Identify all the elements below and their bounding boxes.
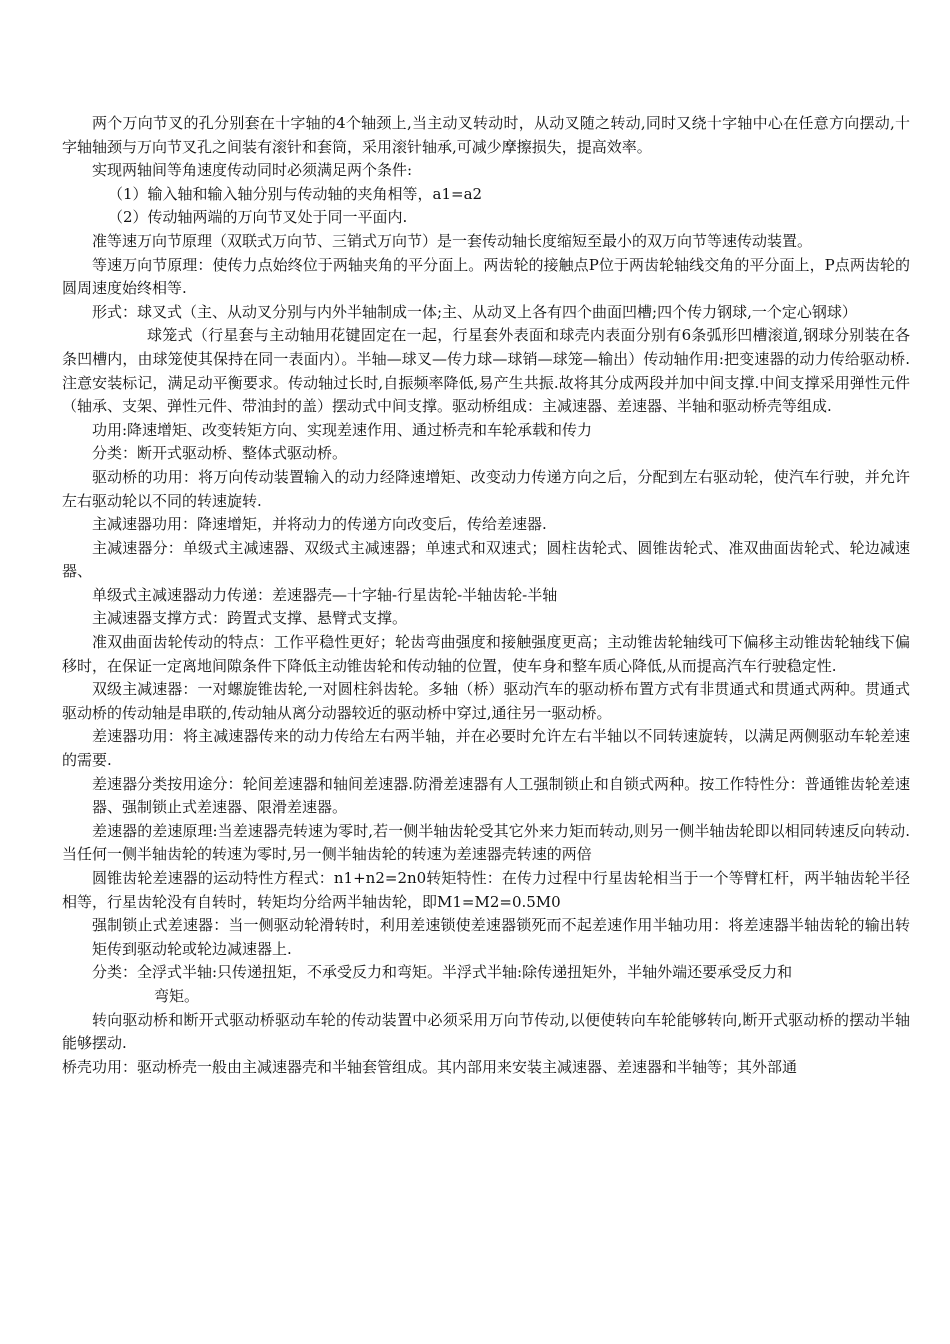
paragraph-constant-velocity: 等速万向节原理：使传力点始终位于两轴夹角的平分面上。两齿轮的接触点P位于两齿轮轴线交角的平分面上，P点两齿轮的圆周速度始终相等. [62, 255, 910, 298]
paragraph-final-drive-function: 主减速器功用：降速增矩，并将动力的传递方向改变后，传给差速器. [92, 515, 547, 534]
paragraph-half-shaft-types-text: 分类：全浮式半轴:只传递扭矩，不承受反力和弯矩。半浮式半轴:除传递扭矩外，半轴外端还要承受反力和 [92, 963, 793, 982]
paragraph-hypoid-gear: 准双曲面齿轮传动的特点：工作平稳性更好；轮齿弯曲强度和接触强度更高；主动锥齿轮轴线可下偏移主动锥齿轮轴线下偏移时，在保证一定离地间隙条件下降低主动锥齿轮和传动轴的位置，使车身和整车质心降低,从而提高汽车行驶稳定性. [62, 633, 910, 675]
paragraph-locking-differential-text: 强制锁止式差速器：当一侧驱动轮滑转时，利用差速锁使差速器锁死而不起差速作用半轴功用：将差速器半轴齿轮的输出转矩传到驱动轮或轮边减速器上. [92, 916, 910, 958]
paragraph-universal-joint: 两个万向节叉的孔分别套在十字轴的4个轴颈上,当主动叉转动时，从动叉随之转动,同时又绕十字轴中心在任意方向摆动,十字轴轴颈与万向节叉孔之间装有滚针和套筒，采用滚针轴承,可减少摩擦损失，提高效率。 [62, 114, 910, 156]
paragraph-single-stage-power: 单级式主减速器动力传递：差速器壳—十字轴-行星齿轮-半轴齿轮-半轴 [92, 585, 558, 604]
paragraph-conditions: 实现两轴间等角速度传动同时必须满足两个条件: [92, 161, 413, 180]
paragraph-function: 功用:降速增矩、改变转矩方向、实现差速作用、通过桥壳和车轮承载和传力 [92, 420, 593, 439]
paragraph-bevel-gear-differential: 圆锥齿轮差速器的运动特性方程式：n1+n2=2n0转矩特性：在传力过程中行星齿轮相当于一个等臂杠杆，两半轴齿轮半径相等，行星齿轮没有自转时，转矩均分给两半轴齿轮，即M1=M2=0.5M0 [62, 869, 910, 911]
paragraph-axle-housing: 桥壳功用：驱动桥壳一般由主减速器壳和半轴套管组成。其内部用来安装主减速器、差速器和半轴等；其外部通 [62, 1057, 798, 1076]
paragraph-differential-types-text: 差速器分类按用途分：轮间差速器和轴间差速器.防滑差速器有人工强制锁止和自锁式两种。按工作特性分：普通锥齿轮差速器、强制锁止式差速器、限滑差速器。 [92, 774, 910, 817]
paragraph-classification: 分类：断开式驱动桥、整体式驱动桥。 [92, 444, 348, 463]
paragraph-half-shaft-continuation: 弯矩。 [154, 986, 200, 1005]
paragraph-final-drive-types: 主减速器分：单级式主减速器、双级式主减速器；单速式和双速式；圆柱齿轮式、圆锥齿轮式、准双曲面齿轮式、轮边减速器、 [62, 538, 910, 581]
paragraph-differential-principle: 差速器的差速原理:当差速器壳转速为零时,若一侧半轴齿轮受其它外来力矩而转动,则另一侧半轴齿轮即以相同转速反向转动.当任何一侧半轴齿轮的转速为零时,另一侧半轴齿轮的转速为差速器壳转速的两倍 [62, 821, 910, 864]
paragraph-differential-function: 差速器功用：将主减速器传来的动力传给左右两半轴，并在必要时允许左右半轴以不同转速旋转，以满足两侧驱动车轮差速的需要. [62, 727, 910, 770]
paragraph-locking-differential [62, 914, 910, 961]
paragraph-quasi-constant-velocity: 准等速万向节原理（双联式万向节、三销式万向节）是一套传动轴长度缩短至最小的双万向节等速传动装置。 [92, 231, 813, 250]
paragraph-ball-cage: 球笼式（行星套与主动轴用花键固定在一起，行星套外表面和球壳内表面分别有6条弧形凹槽滚道,钢球分别装在各条凹槽内，由球笼使其保持在同一表面内）。半轴—球叉—传力球—球销—球笼—输出）传动轴作用:把变速器的动力传给驱动桥.注意安装标记，满足动平衡要求。传动轴过长时,自振频率降低,易产生共振.故将其分成两段并加中间支撑.中间支撑采用弹性元件（轴承、支架、弹性元件、带油封的盖）摆动式中间支撑。驱动桥组成：主减速器、差速器、半轴和驱动桥壳等组成. [62, 326, 910, 416]
paragraph-condition-1: （1）输入轴和输入轴分别与传动轴的夹角相等，a1=a2 [108, 184, 483, 203]
paragraph-steering-drive-axle: 转向驱动桥和断开式驱动桥驱动车轮的传动装置中必须采用万向节传动,以便使转向车轮能够转向,断开式驱动桥的摆动半轴能够摆动. [62, 1010, 910, 1053]
paragraph-ball-fork: 形式：球叉式（主、从动叉分别与内外半轴制成一体;主、从动叉上各有四个曲面凹槽;四个传力钢球,一个定心钢球） [92, 302, 857, 321]
paragraph-drive-axle-function: 驱动桥的功用：将万向传动装置输入的动力经降速增矩、改变动力传递方向之后，分配到左右驱动轮，使汽车行驶，并允许左右驱动轮以不同的转速旋转. [62, 467, 910, 510]
paragraph-double-stage: 双级主减速器：一对螺旋锥齿轮,一对圆柱斜齿轮。多轴（桥）驱动汽车的驱动桥布置方式有非贯通式和贯通式两种。贯通式驱动桥的传动轴是串联的,传动轴从离分动器较近的驱动桥中穿过,通往另一驱动桥。 [62, 680, 910, 722]
paragraph-half-shaft-types [62, 961, 910, 985]
paragraph-differential-types [62, 773, 910, 820]
paragraph-support-type: 主减速器支撑方式：跨置式支撑、悬臂式支撑。 [92, 609, 408, 628]
paragraph-condition-2: （2）传动轴两端的万向节叉处于同一平面内. [108, 208, 408, 227]
